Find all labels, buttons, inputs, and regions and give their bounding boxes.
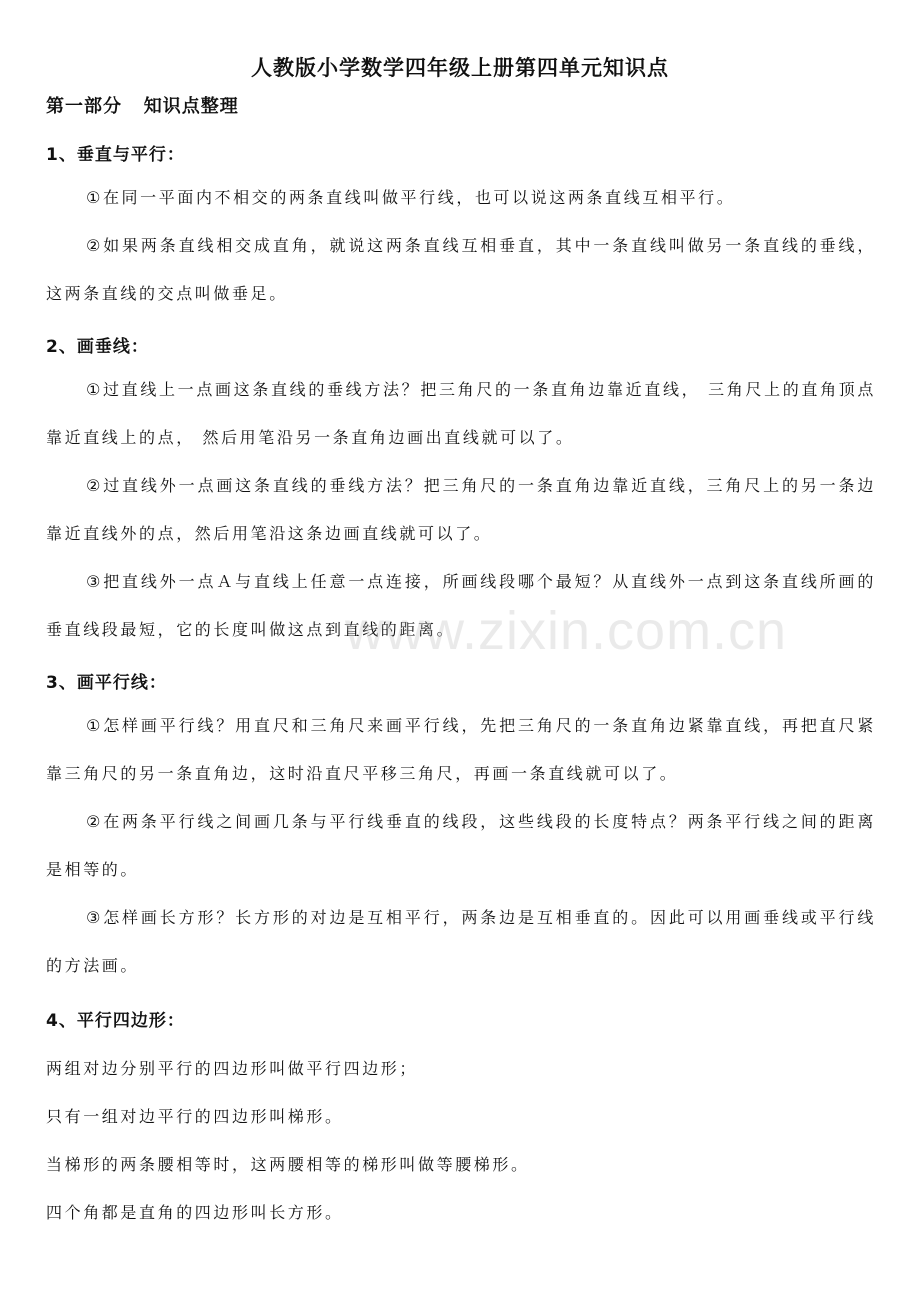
- paragraph-1-2: ②如果两条直线相交成直角，就说这两条直线互相垂直，其中一条直线叫做另一条直线的垂线，这两条直线的交点叫做垂足。: [46, 236, 876, 303]
- paragraph-1-1: ①在同一平面内不相交的两条直线叫做平行线，也可以说这两条直线互相平行。: [86, 188, 736, 207]
- paragraph-3-3: ③怎样画长方形？长方形的对边是互相平行，两条边是互相垂直的。因此可以用画垂线或平行线的方法画。: [46, 908, 876, 975]
- section-heading-4: 4、平行四边形：: [46, 1011, 185, 1031]
- document-title: 人教版小学数学四年级上册第四单元知识点: [251, 56, 669, 80]
- paragraph-2-1: ①过直线上一点画这条直线的垂线方法？把三角尺的一条直角边靠近直线， 三角尺上的直角顶点靠近直线上的点， 然后用笔沿另一条直角边画出直线就可以了。: [46, 380, 876, 447]
- section-heading-1: 1、垂直与平行：: [46, 145, 185, 165]
- definition-line-4: 四个角都是直角的四边形叫长方形。: [46, 1203, 344, 1222]
- watermark: www.zixin.com.cn: [345, 601, 788, 661]
- paragraph-2-2: ②过直线外一点画这条直线的垂线方法？把三角尺的一条直角边靠近直线，三角尺上的另一条边靠近直线外的点，然后用笔沿这条边画直线就可以了。: [46, 476, 876, 543]
- section-heading-3: 3、画平行线：: [46, 673, 167, 693]
- definition-line-3: 当梯形的两条腰相等时，这两腰相等的梯形叫做等腰梯形。: [46, 1155, 530, 1174]
- definition-line-1: 两组对边分别平行的四边形叫做平行四边形；: [46, 1059, 419, 1078]
- section-heading-2: 2、画垂线：: [46, 337, 149, 357]
- part-title: 第一部分 知识点整理: [46, 96, 239, 117]
- definition-line-2: 只有一组对边平行的四边形叫梯形。: [46, 1107, 344, 1126]
- paragraph-3-2: ②在两条平行线之间画几条与平行线垂直的线段，这些线段的长度特点？两条平行线之间的距离是相等的。: [46, 812, 876, 879]
- paragraph-2-3: ③把直线外一点Ａ与直线上任意一点连接，所画线段哪个最短？从直线外一点到这条直线所画的垂直线段最短，它的长度叫做这点到直线的距离。: [46, 572, 876, 639]
- paragraph-3-1: ①怎样画平行线？用直尺和三角尺来画平行线，先把三角尺的一条直角边紧靠直线，再把直尺紧靠三角尺的另一条直角边，这时沿直尺平移三角尺，再画一条直线就可以了。: [46, 716, 876, 783]
